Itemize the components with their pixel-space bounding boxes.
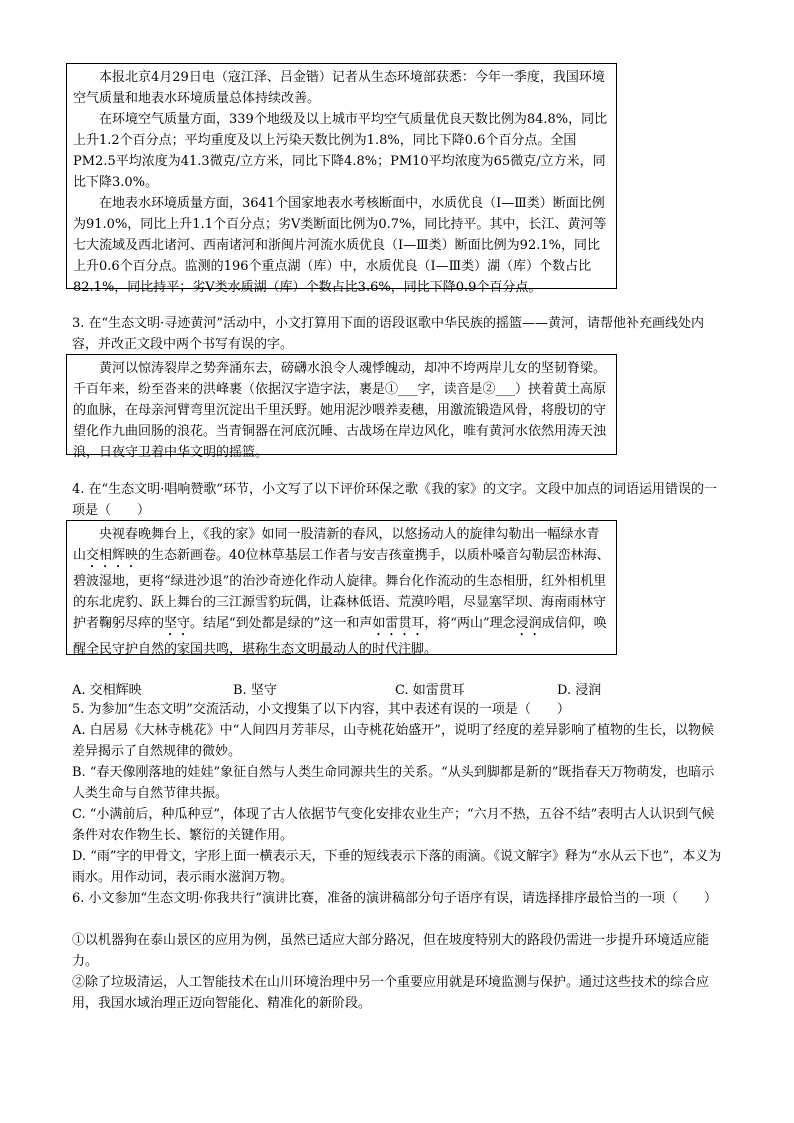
news-excerpt-box [66, 63, 617, 295]
dotted-word-c: 如雷贯耳 [372, 616, 425, 631]
yellow-river-passage-box [66, 354, 617, 460]
q4-option-c[interactable]: C. 如雷贯耳 [395, 683, 465, 698]
news-paragraph-1: 本报北京4月29日电（寇江泽、吕金锴）记者从生态环境部获悉：今年一季度，我国环境空气质量和地表水环境质量总体持续改善。 [73, 70, 605, 106]
q4-option-b[interactable]: B. 坚守 [233, 683, 277, 698]
q5-option-c[interactable]: C. “小满前后，种瓜种豆”，体现了古人依据节气变化安排农业生产；“六月不热，五谷不结”表明古人认识到气候条件对农作物生长、繁衍的关键作用。 [72, 807, 715, 843]
q5-option-b[interactable]: B. “春天像刚落地的娃娃”象征自然与人类生命同源共生的关系。“从头到脚都是新的”既指春天万物萌发，也暗示人类生命与自然节律共振。 [72, 765, 715, 801]
q4-option-d[interactable]: D. 浸润 [557, 683, 602, 698]
q6-sentence-2: ②除了垃圾清运，人工智能技术在山川环境治理中另一个重要应用就是环境监测与保护。通过这些技术的综合应用，我国水域治理正迈向智能化、精准化的新阶段。 [72, 975, 710, 1011]
song-review-passage: 央视春晚舞台上，《我的家》如同一股清新的春风，以悠扬动人的旋律勾勒出一幅绿水青山交相辉映的生态新画卷。40位林草基层工作者与安吉孩童携手，以质朴嗓音勾勒层峦林海、碧波湿地，更将“绿进沙退”的治沙奇迹化作动人旋律。舞台化作流动的生态相册，红外相机里的东北虎豹、跃上舞台的三江源雪豹玩偶，让森林低语、荒漠吟唱，尽显塞罕坝、海南雨林守护者鞠躬尽瘁的坚守。结尾“到处都是绿的”这一和声如雷贯耳，将“两山”理念浸润成信仰，唤醒全民守护自然的家国共鸣，堪称生态文明最动人的时代注脚。 [73, 527, 610, 657]
q6-sentence-1: ①以机器狗在泰山景区的应用为例，虽然已适应大部分路况，但在坡度特别大的路段仍需进一步提升环境适应能力。 [72, 933, 710, 969]
dotted-word-a: 交相辉映 [86, 548, 139, 563]
question-4-options [72, 680, 722, 701]
question-3-stem: 3. 在“生态文明·寻迹黄河”活动中，小文打算用下面的语段讴歌中华民族的摇篮——黄河，请帮他补充画线处内容，并改正文段中两个书写有误的字。 [72, 316, 704, 352]
song-review-box [66, 520, 617, 655]
q5-option-a[interactable]: A. 白居易《大林寺桃花》中“人间四月芳菲尽，山寺桃花始盛开”，说明了经度的差异影响了植物的生长，以物候差异揭示了自然规律的微妙。 [72, 723, 714, 759]
question-6-stem: 6. 小文参加“生态文明·你我共行”演讲比赛，准备的演讲稿部分句子语序有误，请选择排序最恰当的一项（ ） [72, 891, 717, 906]
question-5-stem: 5. 为参加“生态文明”交流活动，小文搜集了以下内容，其中表述有误的一项是（ ） [72, 702, 570, 717]
news-paragraph-2: 在环境空气质量方面，339个地级及以上城市平均空气质量优良天数比例为84.8%，同比上升1.2个百分点；平均重度及以上污染天数比例为1.8%，同比下降0.6个百分点。全国PM2.5平均浓度为41.3微克/立方米，同比下降4.8%；PM10平均浓度为65微克/立方米，同比下降3.0%。 [73, 112, 608, 190]
q5-option-d[interactable]: D. “雨”字的甲骨文，字形上面一横表示天，下垂的短线表示下落的雨滴。《说文解字》释为“水从云下也”，本义为雨水。用作动词，表示雨水滋润万物。 [72, 849, 722, 885]
question-4-stem: 4. 在“生态文明·唱响赞歌”环节，小文写了以下评价环保之歌《我的家》的文字。文段中加点的词语运用错误的一项是（ ） [72, 482, 717, 518]
news-paragraph-3: 在地表水环境质量方面，3641个国家地表水考核断面中，水质优良（Ⅰ—Ⅲ类）断面比例为91.0%，同比上升1.1个百分点；劣Ⅴ类断面比例为0.7%，同比持平。其中，长江、黄河等七大流域及西北诸河、西南诸河和浙闽片河流水质优良（Ⅰ—Ⅲ类）断面比例为92.1%，同比上升0.6个百分点。监测的196个重点湖（库）中，水质优良（Ⅰ—Ⅲ类）湖（库）个数占比82.1%，同比持平；劣Ⅴ类水质湖（库）个数占比3.6%，同比下降0.9个百分点。 [73, 196, 607, 295]
yellow-river-passage: 黄河以惊涛裂岸之势奔涌东去，磅礴水浪令人魂悸魄动，却冲不垮两岸儿女的坚韧脊梁。千百年来，纷至沓来的洪峰裹（依据汉字造字法，裹是①___字，读音是②___）挟着黄土高原的血脉，在母亲河臂弯里沉淀出千里沃野。她用泥沙喂养麦穗，用激流锻造风骨，将殷切的守望化作九曲回肠的浪花。当青铜器在河底沉睡、古战场在岸边风化，唯有黄河水依然用涛天浊浪，日夜守卫着中华文明的摇篮。 [73, 361, 607, 460]
dotted-word-b: 坚守 [164, 616, 191, 631]
dotted-word-d: 浸润 [515, 616, 542, 631]
q4-option-a[interactable]: A. 交相辉映 [72, 683, 142, 698]
